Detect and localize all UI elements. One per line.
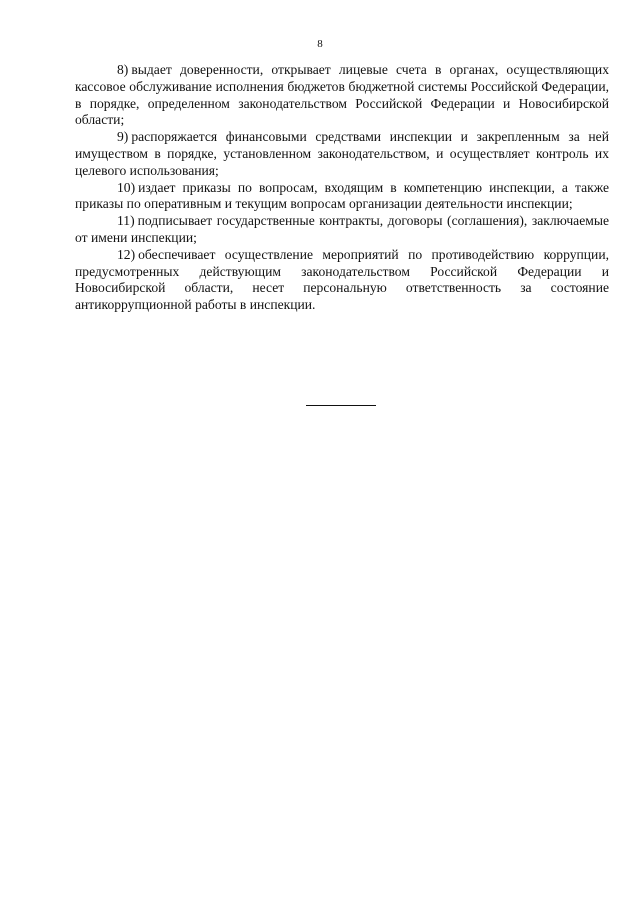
list-item: [75, 62, 609, 129]
list-item: [75, 129, 609, 179]
item-number: 9): [117, 129, 129, 145]
item-number: 12): [117, 246, 136, 262]
list-item: [75, 247, 609, 314]
page-number: 8: [317, 38, 323, 50]
item-text: обеспечивает осуществление мероприятий по противодействию коррупции, предусмотренных действующим законодательством Российской Федерации и Новосибирской области, несет персональную ответственность за состояние антикоррупционной работы в инспекции.: [75, 246, 609, 313]
item-number: 11): [117, 213, 135, 229]
list-item: [75, 213, 609, 247]
item-text: выдает доверенности, открывает лицевые счета в органах, осуществляющих кассовое обслуживание исполнения бюджетов бюджетной системы Российской Федерации, в порядке, определенном законодательством Российской Федерации и Новосибирской области;: [75, 62, 609, 128]
item-number: 8): [117, 62, 129, 77]
item-text: распоряжается финансовыми средствами инспекции и закрепленным за ней имуществом в порядке, установленном законодательством, и осуществляет контроль их целевого использования;: [75, 129, 609, 178]
list-item: [75, 180, 609, 214]
item-text: подписывает государственные контракты, договоры (соглашения), заключаемые от имени инспекции;: [75, 213, 609, 245]
document-body: [75, 62, 609, 314]
item-number: 10): [117, 179, 136, 195]
item-text: издает приказы по вопросам, входящим в компетенцию инспекции, а также приказы по оперативным и текущим вопросам организации деятельности инспекции;: [75, 179, 609, 212]
end-divider-line: [306, 405, 376, 406]
